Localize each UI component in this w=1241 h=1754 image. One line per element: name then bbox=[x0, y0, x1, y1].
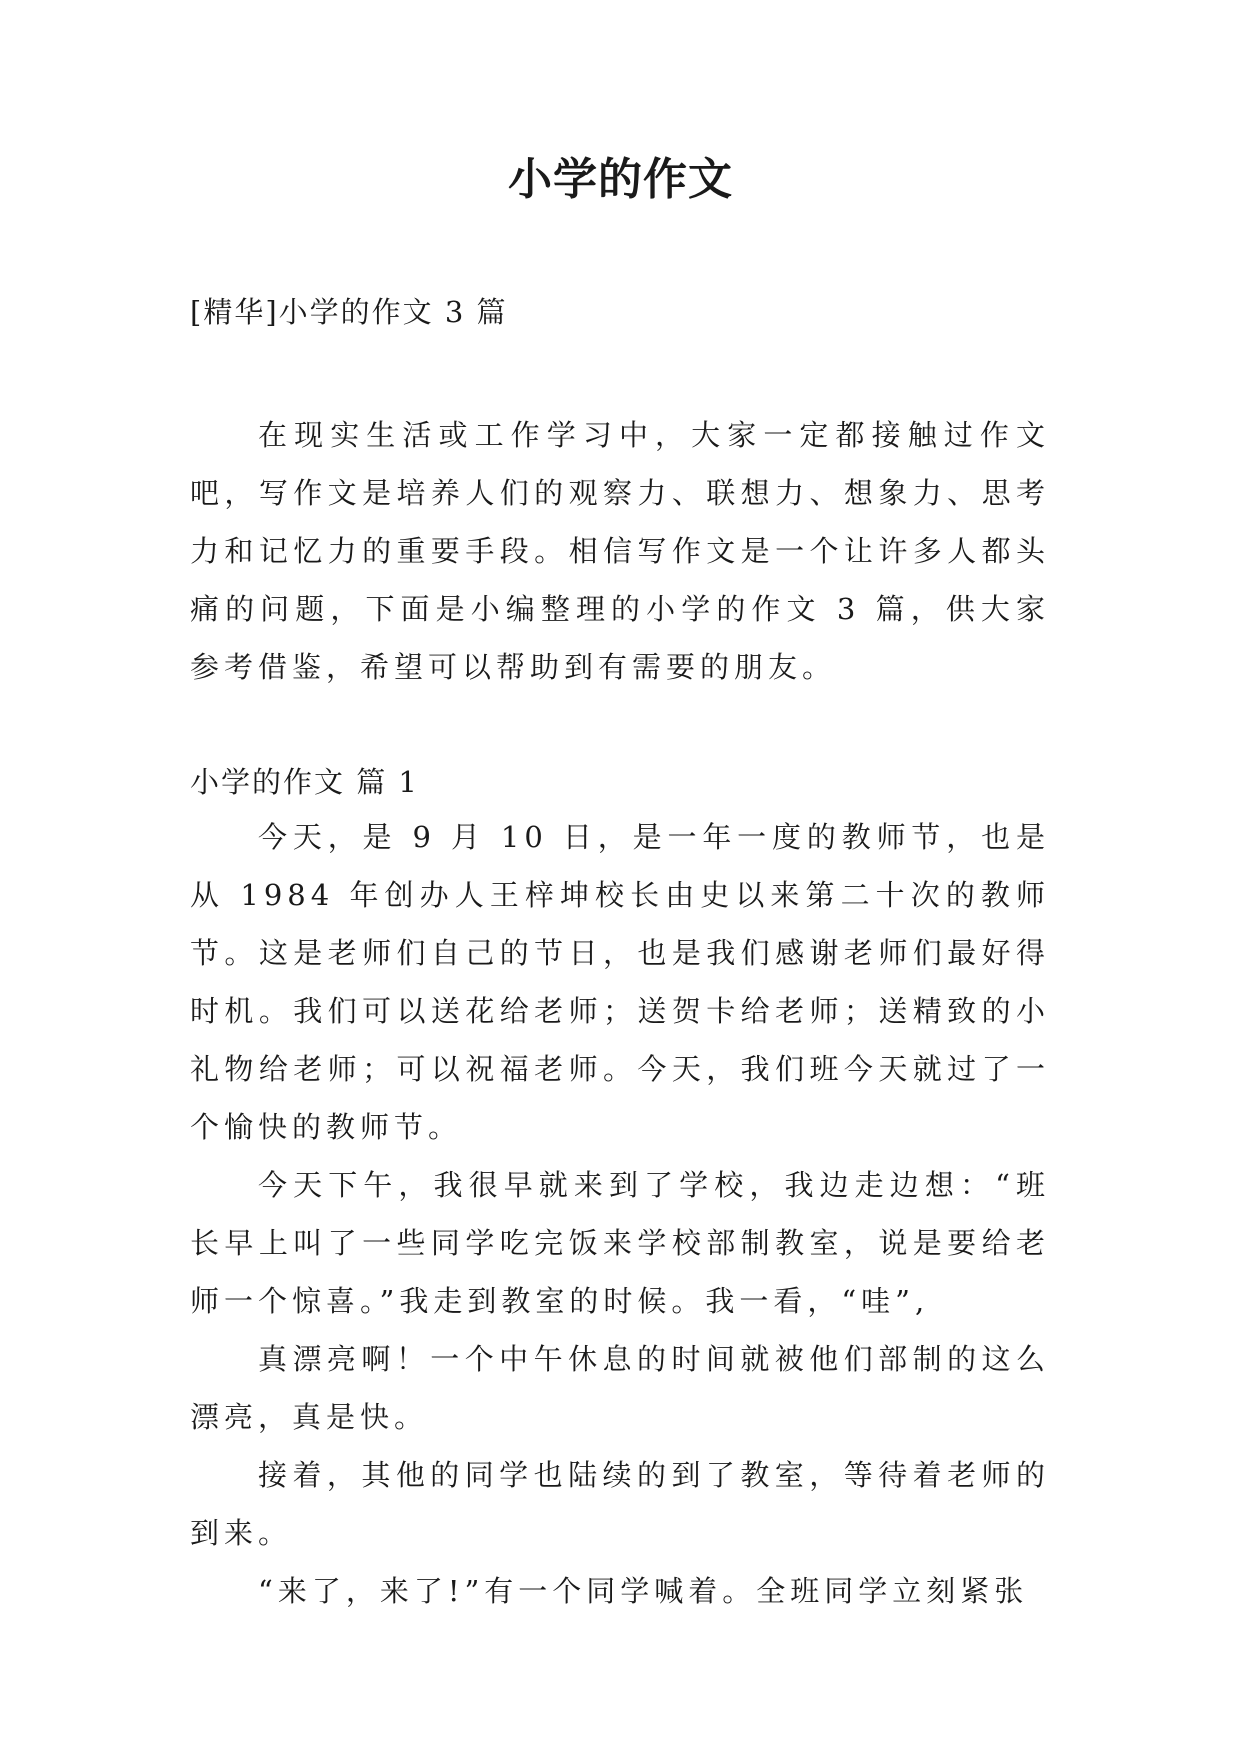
document-subtitle: [精华]小学的作文 3 篇 bbox=[190, 295, 508, 329]
body-paragraph: 今天下午，我很早就来到了学校，我边走边想：“班长早上叫了一些同学吃完饭来学校部制教室，说是要给老师一个惊喜。”我走到教室的时候。我一看，“哇”, bbox=[190, 1168, 1050, 1318]
essay-body bbox=[190, 808, 1050, 1620]
intro-paragraph: 在现实生活或工作学习中，大家一定都接触过作文吧，写作文是培养人们的观察力、联想力、想象力、思考力和记忆力的重要手段。相信写作文是一个让许多人都头痛的问题，下面是小编整理的小学的作文 3 篇，供大家参考借鉴，希望可以帮助到有需要的朋友。 bbox=[190, 418, 1050, 684]
body-paragraph: 真漂亮啊！一个中午休息的时间就被他们部制的这么漂亮，真是快。 bbox=[190, 1342, 1050, 1434]
body-paragraph: 接着，其他的同学也陆续的到了教室，等待着老师的到来。 bbox=[190, 1458, 1050, 1550]
section-heading: 小学的作文 篇 1 bbox=[190, 765, 419, 799]
body-paragraph: 今天，是 9 月 10 日，是一年一度的教师节，也是从 1984 年创办人王梓坤校长由史以来第二十次的教师节。这是老师们自己的节日，也是我们感谢老师们最好得时机。我们可以送花给老师；送贺卡给老师；送精致的小礼物给老师；可以祝福老师。今天，我们班今天就过了一个愉快的教师节。 bbox=[190, 820, 1050, 1144]
document-title: 小学的作文 bbox=[508, 154, 733, 205]
body-paragraph: “来了，来了!”有一个同学喊着。全班同学立刻紧张 bbox=[258, 1574, 1029, 1608]
